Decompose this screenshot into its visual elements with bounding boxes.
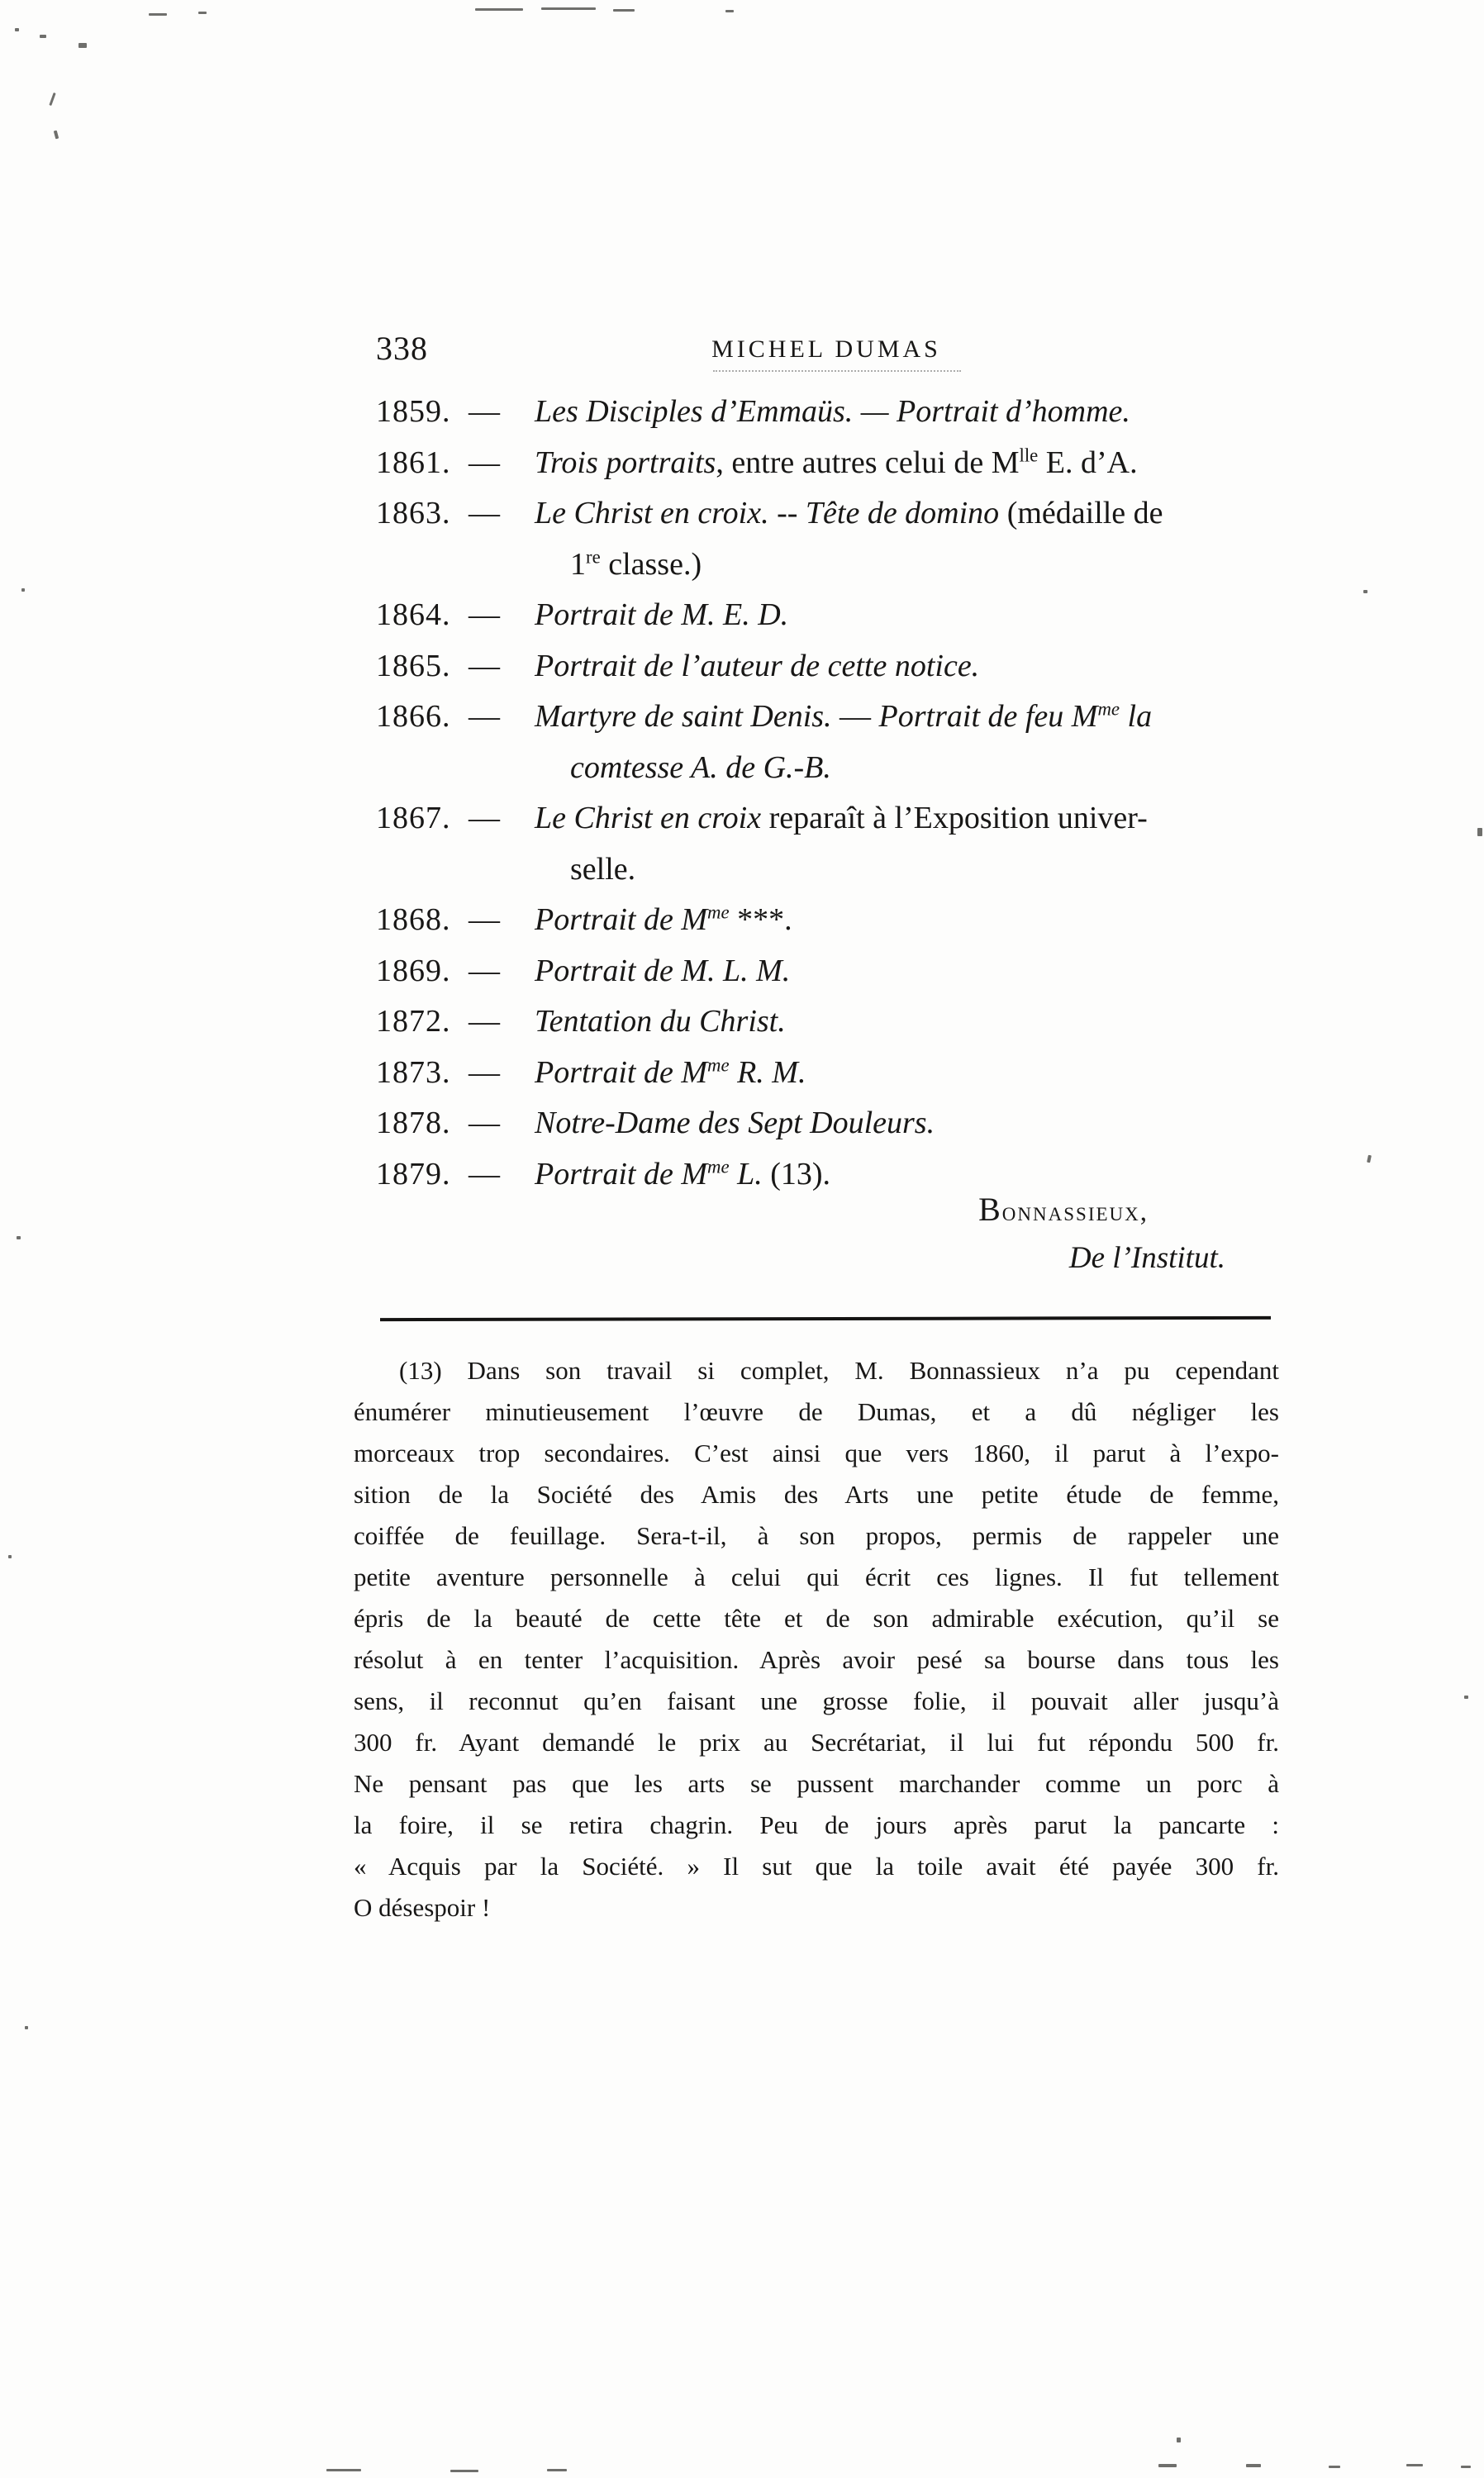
- em-dash: —: [469, 1156, 500, 1191]
- entry-title: [535, 597, 788, 632]
- entry-text-segment: Portrait de M: [535, 1156, 707, 1191]
- entry-text-segment: (médaille de: [999, 496, 1163, 530]
- footnote-line: 300 fr. Ayant demandé le prix au Secrétariat, il lui fut répondu 500 fr.: [354, 1728, 1279, 1757]
- em-dash: —: [469, 1106, 500, 1140]
- entry-text-segment: classe.): [600, 546, 702, 582]
- entry-year: 1868.: [376, 902, 451, 937]
- entry-1873: [376, 1048, 1289, 1099]
- entry-year: 1879.: [376, 1156, 451, 1191]
- footnote-rule: [380, 1316, 1271, 1321]
- em-dash: —: [469, 394, 500, 429]
- entry-year: 1872.: [376, 1004, 451, 1039]
- entry-text-segment: me: [706, 1054, 730, 1075]
- entry-title: [535, 1055, 806, 1090]
- scan-dotted-mark: [713, 369, 961, 372]
- em-dash: —: [469, 801, 500, 835]
- entry-title: [535, 1106, 935, 1140]
- entry-title: [535, 445, 1138, 480]
- footnote-line: petite aventure personnelle à celui qui écrit ces lignes. Il fut tellement: [354, 1562, 1279, 1591]
- entry-title: [535, 954, 790, 988]
- footnote-line: résolut à en tenter l’acquisition. Après avoir pesé sa bourse dans tous les: [354, 1645, 1279, 1674]
- entry-text-segment: Portrait de M. L. M.: [535, 953, 791, 988]
- entry-year: 1873.: [376, 1054, 451, 1090]
- entry-continuation: [376, 540, 1289, 591]
- entry-text-segment: Les Disciples d’Emmaüs. — Portrait d’homme.: [535, 394, 1130, 429]
- entry-text-segment: me: [1097, 698, 1120, 720]
- entry-text-segment: me: [706, 901, 730, 923]
- entry-text-segment: selle.: [570, 851, 636, 887]
- footnote-line: sens, il reconnut qu’en faisant une grosse folie, il pouvait aller jusqu’à: [354, 1686, 1279, 1715]
- em-dash: —: [469, 953, 500, 988]
- entry-1868: [376, 895, 1289, 946]
- exhibition-year-list: [376, 387, 1289, 1200]
- entry-text-segment: Tête de domino: [805, 496, 1000, 530]
- entry-text-segment: , entre autres celui de M: [716, 445, 1020, 480]
- entry-title: [570, 547, 702, 582]
- running-header: MICHEL DUMAS: [711, 335, 941, 363]
- entry-text-segment: Le Christ en croix.: [535, 496, 769, 530]
- entry-1864: [376, 590, 1289, 641]
- footnote-line: Ne pensant pas que les arts se pussent marchander comme un porc à: [354, 1769, 1279, 1798]
- entry-text-segment: Portrait de M. E. D.: [535, 597, 789, 632]
- entry-text-segment: Portrait de feu M: [878, 699, 1098, 734]
- entry-text-segment: ***.: [729, 902, 792, 937]
- entry-1859: [376, 387, 1289, 438]
- footnote-line: (13) Dans son travail si complet, M. Bonnassieux n’a pu cependant: [399, 1356, 1279, 1385]
- footnote-line: sition de la Société des Amis des Arts une petite étude de femme,: [354, 1480, 1279, 1509]
- em-dash: —: [469, 496, 500, 530]
- page-number: 338: [376, 330, 428, 367]
- entry-title: [570, 852, 635, 887]
- entry-title: [535, 801, 1148, 835]
- entry-title: [535, 699, 1152, 734]
- entry-text-segment: 1: [570, 546, 586, 582]
- entry-1863: [376, 488, 1289, 590]
- entry-title: [535, 649, 979, 683]
- entry-text-segment: me: [706, 1155, 730, 1177]
- em-dash: —: [469, 699, 500, 734]
- entry-title: [570, 750, 831, 785]
- entry-continuation: [376, 844, 1289, 896]
- entry-year: 1878.: [376, 1106, 451, 1140]
- entry-year: 1869.: [376, 953, 451, 988]
- entry-text-segment: E. d’A.: [1038, 445, 1138, 480]
- em-dash: —: [469, 902, 500, 937]
- entry-1865: [376, 641, 1289, 692]
- entry-title: [535, 902, 792, 937]
- entry-year: 1865.: [376, 648, 451, 683]
- footnote-line: épris de la beauté de cette tête et de son admirable exécution, qu’il se: [354, 1604, 1279, 1633]
- entry-year: 1859.: [376, 394, 451, 429]
- footnote-line: énumérer minutieusement l’œuvre de Dumas, et a dû négliger les: [354, 1397, 1279, 1426]
- entry-text-segment: comtesse A. de G.-B.: [570, 749, 831, 785]
- entry-continuation: [376, 743, 1289, 794]
- entry-text-segment: --: [768, 496, 806, 530]
- entry-text-segment: Portrait de l’auteur de cette notice.: [535, 648, 980, 683]
- footnote-line: O désespoir !: [354, 1893, 491, 1922]
- entry-1861: [376, 438, 1289, 489]
- page-header: [376, 329, 1277, 370]
- entry-1867: [376, 793, 1289, 895]
- entry-text-segment: Portrait de M: [535, 1054, 707, 1090]
- entry-1866: [376, 692, 1289, 793]
- entry-text-segment: Tentation du Christ.: [535, 1004, 786, 1039]
- entry-year: 1861.: [376, 445, 451, 480]
- entry-text-segment: Le Christ en croix: [535, 801, 762, 835]
- signature-affiliation: De l’Institut.: [1068, 1241, 1225, 1275]
- entry-year: 1863.: [376, 496, 451, 530]
- entry-text-segment: Martyre de saint Denis.: [535, 699, 832, 734]
- entry-text-segment: reparaît à l’Exposition univer-: [761, 801, 1148, 835]
- em-dash: —: [469, 445, 500, 480]
- entry-text-segment: Portrait de M: [535, 902, 707, 937]
- footnote-13: [354, 1350, 1279, 1929]
- footnote-line: coiffée de feuillage. Sera-t-il, à son propos, permis de rappeler une: [354, 1521, 1279, 1550]
- footnote-line: la foire, il se retira chagrin. Peu de jours après parut la pancarte :: [354, 1810, 1279, 1839]
- footnote-line: « Acquis par la Société. » Il sut que la toile avait été payée 300 fr.: [354, 1852, 1279, 1881]
- entry-title: [535, 1004, 786, 1039]
- signature-name: Bonnassieux,: [978, 1191, 1149, 1228]
- entry-1878: [376, 1098, 1289, 1149]
- entry-text-segment: Notre-Dame des Sept Douleurs.: [535, 1106, 935, 1140]
- footnote-line: morceaux trop secondaires. C’est ainsi que vers 1860, il parut à l’expo-: [354, 1439, 1279, 1467]
- entry-1872: [376, 996, 1289, 1048]
- entry-text-segment: —: [831, 699, 879, 734]
- entry-text-segment: la: [1120, 699, 1153, 734]
- entry-title: [535, 496, 1163, 530]
- signature-block: [376, 1190, 1277, 1276]
- entry-1869: [376, 946, 1289, 997]
- entry-year: 1867.: [376, 801, 451, 835]
- em-dash: —: [469, 648, 500, 683]
- entry-text-segment: R. M.: [729, 1054, 806, 1090]
- entry-text-segment: lle: [1019, 444, 1039, 465]
- entry-year: 1866.: [376, 699, 451, 734]
- em-dash: —: [469, 1054, 500, 1090]
- entry-text-segment: (13).: [762, 1156, 831, 1191]
- entry-year: 1864.: [376, 597, 451, 632]
- em-dash: —: [469, 1004, 500, 1039]
- entry-title: [535, 394, 1130, 429]
- entry-text-segment: Trois portraits: [535, 445, 716, 480]
- entry-title: [535, 1157, 830, 1191]
- em-dash: —: [469, 597, 500, 632]
- entry-text-segment: re: [586, 545, 601, 567]
- entry-text-segment: L.: [729, 1156, 763, 1191]
